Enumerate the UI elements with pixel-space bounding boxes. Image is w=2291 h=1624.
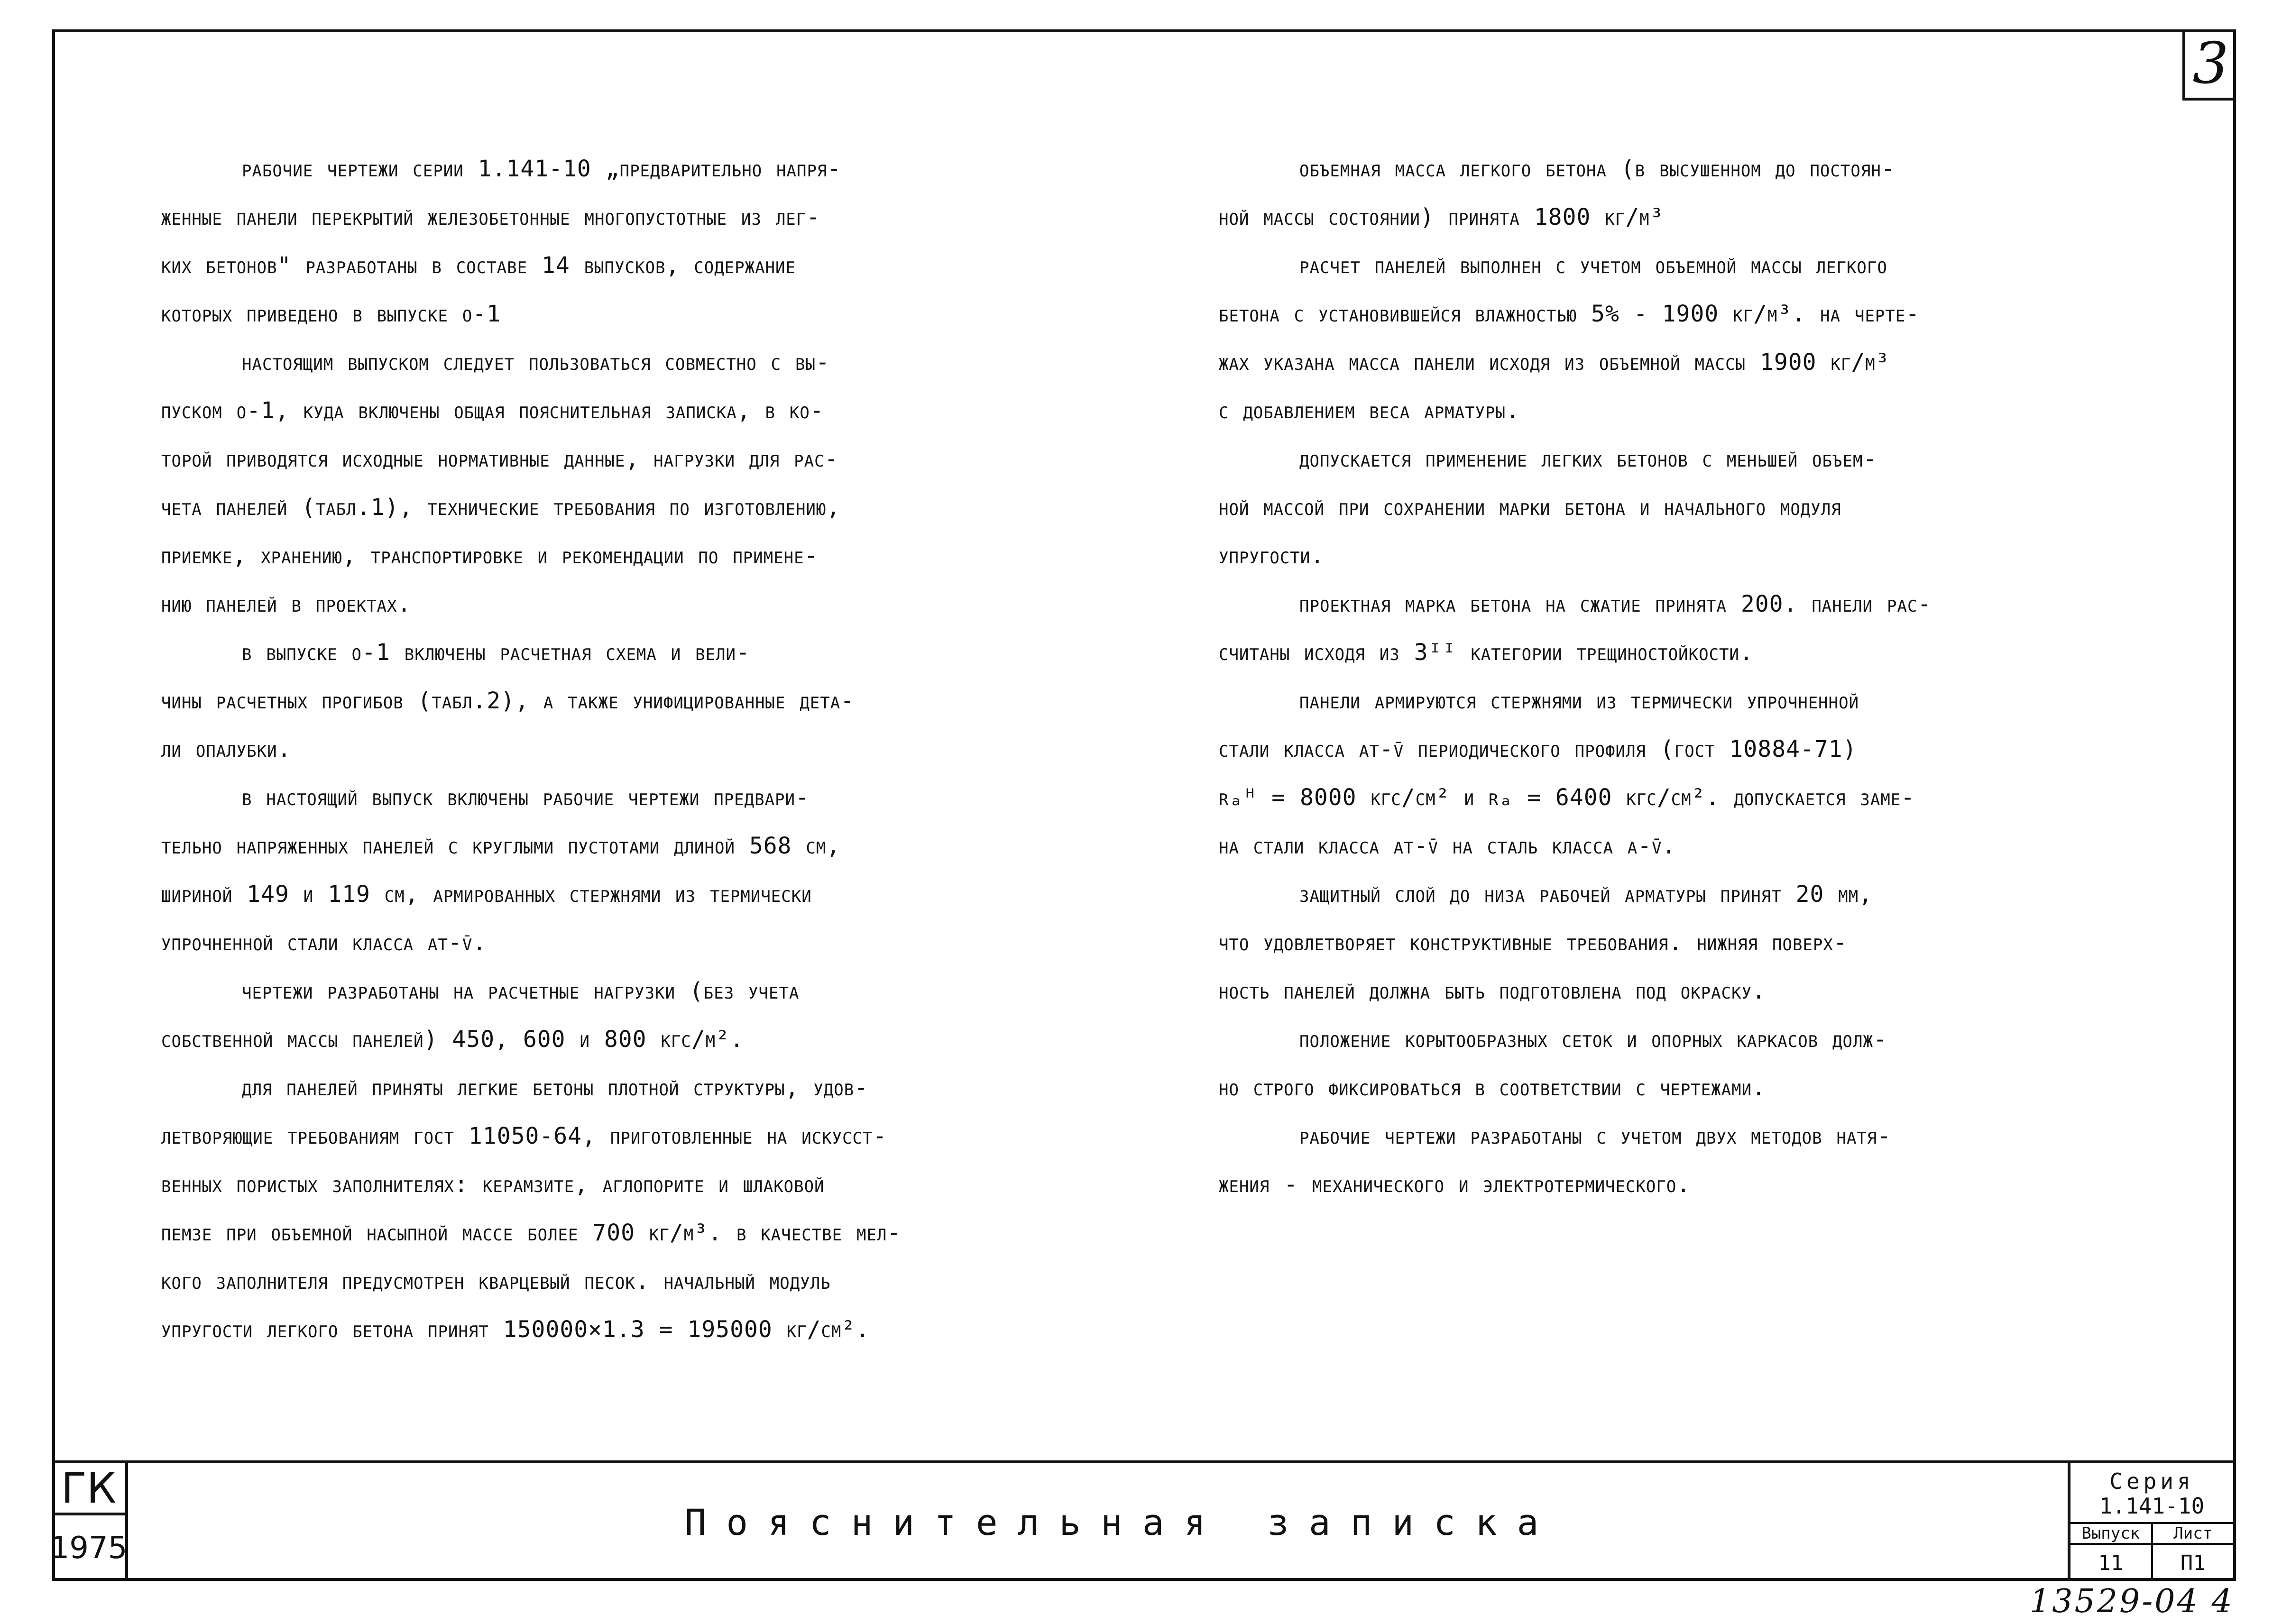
series-value: 1.141-10 [2099,1493,2205,1519]
text-line: чета панелей (табл.1), технические требования по изготовлению, [161,494,841,521]
organization-year: 1975 [50,1531,128,1566]
text-line: считаны исходя из 3ᴵᴵ категории трещиностойкости. [1219,639,1754,666]
text-line: стали класса ат-v̄ периодического профиля (гост 10884-71) [1219,736,1857,762]
text-line: панели армируются стержнями из термически упрочненной [1299,688,1859,714]
text-line: чины расчетных прогибов (табл.2), а также унифицированные дета- [161,688,855,714]
text-line: тельно напряженных панелей с круглыми пустотами длиной 568 см, [161,833,841,859]
sheet-label: Лист [2173,1524,2213,1543]
issue-sheet-labels [2070,1524,2233,1545]
text-line: для панелей приняты легкие бетоны плотной структуры, удов- [242,1074,869,1101]
text-line: расчет панелей выполнен с учетом объемной массы легкого [1299,252,1887,279]
text-line: рабочие чертежи серии 1.141-10 „предварительно напря- [242,156,842,182]
text-line: в выпуске о-1 включены расчетная схема и вели- [242,639,750,666]
text-line: положение корытообразных сеток и опорных каркасов долж- [1299,1026,1887,1053]
text-line: чертежи разработаны на расчетные нагрузки (без учета [242,978,800,1004]
text-line: женные панели перекрытий железобетонные многопустотные из лег- [161,204,821,230]
text-line: приемке, хранению, транспортировке и рекомендации по примене- [161,542,819,569]
document-title: Пояснительная записка [684,1501,1559,1543]
sheet-value: П1 [2180,1551,2206,1575]
text-line: шириной 149 и 119 см, армированных стержнями из термически [161,881,812,908]
text-line: на стали класса ат-v̄ на сталь класса а-v̄. [1219,833,1676,859]
text-line: бетона с установившейся влажностью 5% - 1900 кг/м³. на черте- [1219,301,1920,327]
text-line: ность панелей должна быть подготовлена под окраску. [1219,978,1766,1004]
text-line: rₐᴴ = 8000 кгс/см² и rₐ = 6400 кгс/см². допускается заме- [1219,784,1915,811]
text-line: но строго фиксироваться в соответствии с чертежами. [1219,1074,1766,1101]
organization-code: ГК [52,1463,125,1515]
page-number: 3 [2182,29,2236,101]
text-line: нию панелей в проектах. [161,591,412,617]
text-line: ной массы состоянии) принята 1800 кг/м³ [1219,204,1664,230]
right-text-column [1219,145,2148,1209]
issue-label: Выпуск [2070,1524,2153,1543]
text-line: рабочие чертежи разработаны с учетом двух методов натя- [1299,1123,1892,1149]
text-line: что удовлетворяет конструктивные требования. нижняя поверх- [1219,929,1848,956]
text-line: в настоящий выпуск включены рабочие чертежи предвари- [242,784,810,811]
text-line: настоящим выпуском следует пользоваться совместно с вы- [242,349,830,376]
issue-sheet-values [2070,1545,2233,1581]
text-line: объемная масса легкого бетона (в высушенном до постоян- [1299,156,1895,182]
text-line: кого заполнителя предусмотрен кварцевый песок. начальный модуль [161,1268,831,1294]
series-cell [2068,1463,2233,1581]
organization-stamp [52,1463,128,1581]
series-header [2070,1463,2233,1524]
text-line: венных пористых заполнителях: керамзите, аглопорите и шлаковой [161,1171,825,1198]
text-line: допускается применение легких бетонов с меньшей объем- [1299,446,1877,472]
text-line: летворяющие требованиям гост 11050-64, приготовленные на искусст- [161,1123,887,1149]
series-label: Серия [2109,1468,2194,1494]
archive-number: 13529-04 4 [2030,1583,2234,1620]
text-line: собственной массы панелей) 450, 600 и 800 кгс/м². [161,1026,745,1053]
text-line: пуском о-1, куда включены общая пояснительная записка, в ко- [161,397,824,424]
text-line: упругости. [1219,542,1325,569]
text-line: упругости легкого бетона принят 150000×1.3 = 195000 кг/см². [161,1316,870,1343]
text-line: торой приводятся исходные нормативные данные, нагрузки для рас- [161,446,839,472]
text-line: с добавлением веса арматуры. [1219,397,1520,424]
title-block [52,1460,2236,1581]
text-line: ной массой при сохранении марки бетона и начального модуля [1219,494,1841,521]
text-line: пемзе при объемной насыпной массе более 700 кг/м³. в качестве мел- [161,1220,902,1246]
text-line: которых приведено в выпуске о-1 [161,301,501,327]
issue-value: 11 [2070,1545,2153,1581]
left-text-column [161,145,1129,1354]
text-line: проектная марка бетона на сжатие принята 200. панели рас- [1299,591,1932,617]
text-line: упрочненной стали класса ат-v̄. [161,929,487,956]
text-line: ких бетонов" разработаны в составе 14 выпусков, содержание [161,252,796,279]
text-line: жах указана масса панели исходя из объемной массы 1900 кг/м³ [1219,349,1890,376]
text-line: защитный слой до низа рабочей арматуры принят 20 мм, [1299,881,1873,908]
text-line: жения - механического и электротермического. [1219,1171,1691,1198]
text-line: ли опалубки. [161,736,292,762]
